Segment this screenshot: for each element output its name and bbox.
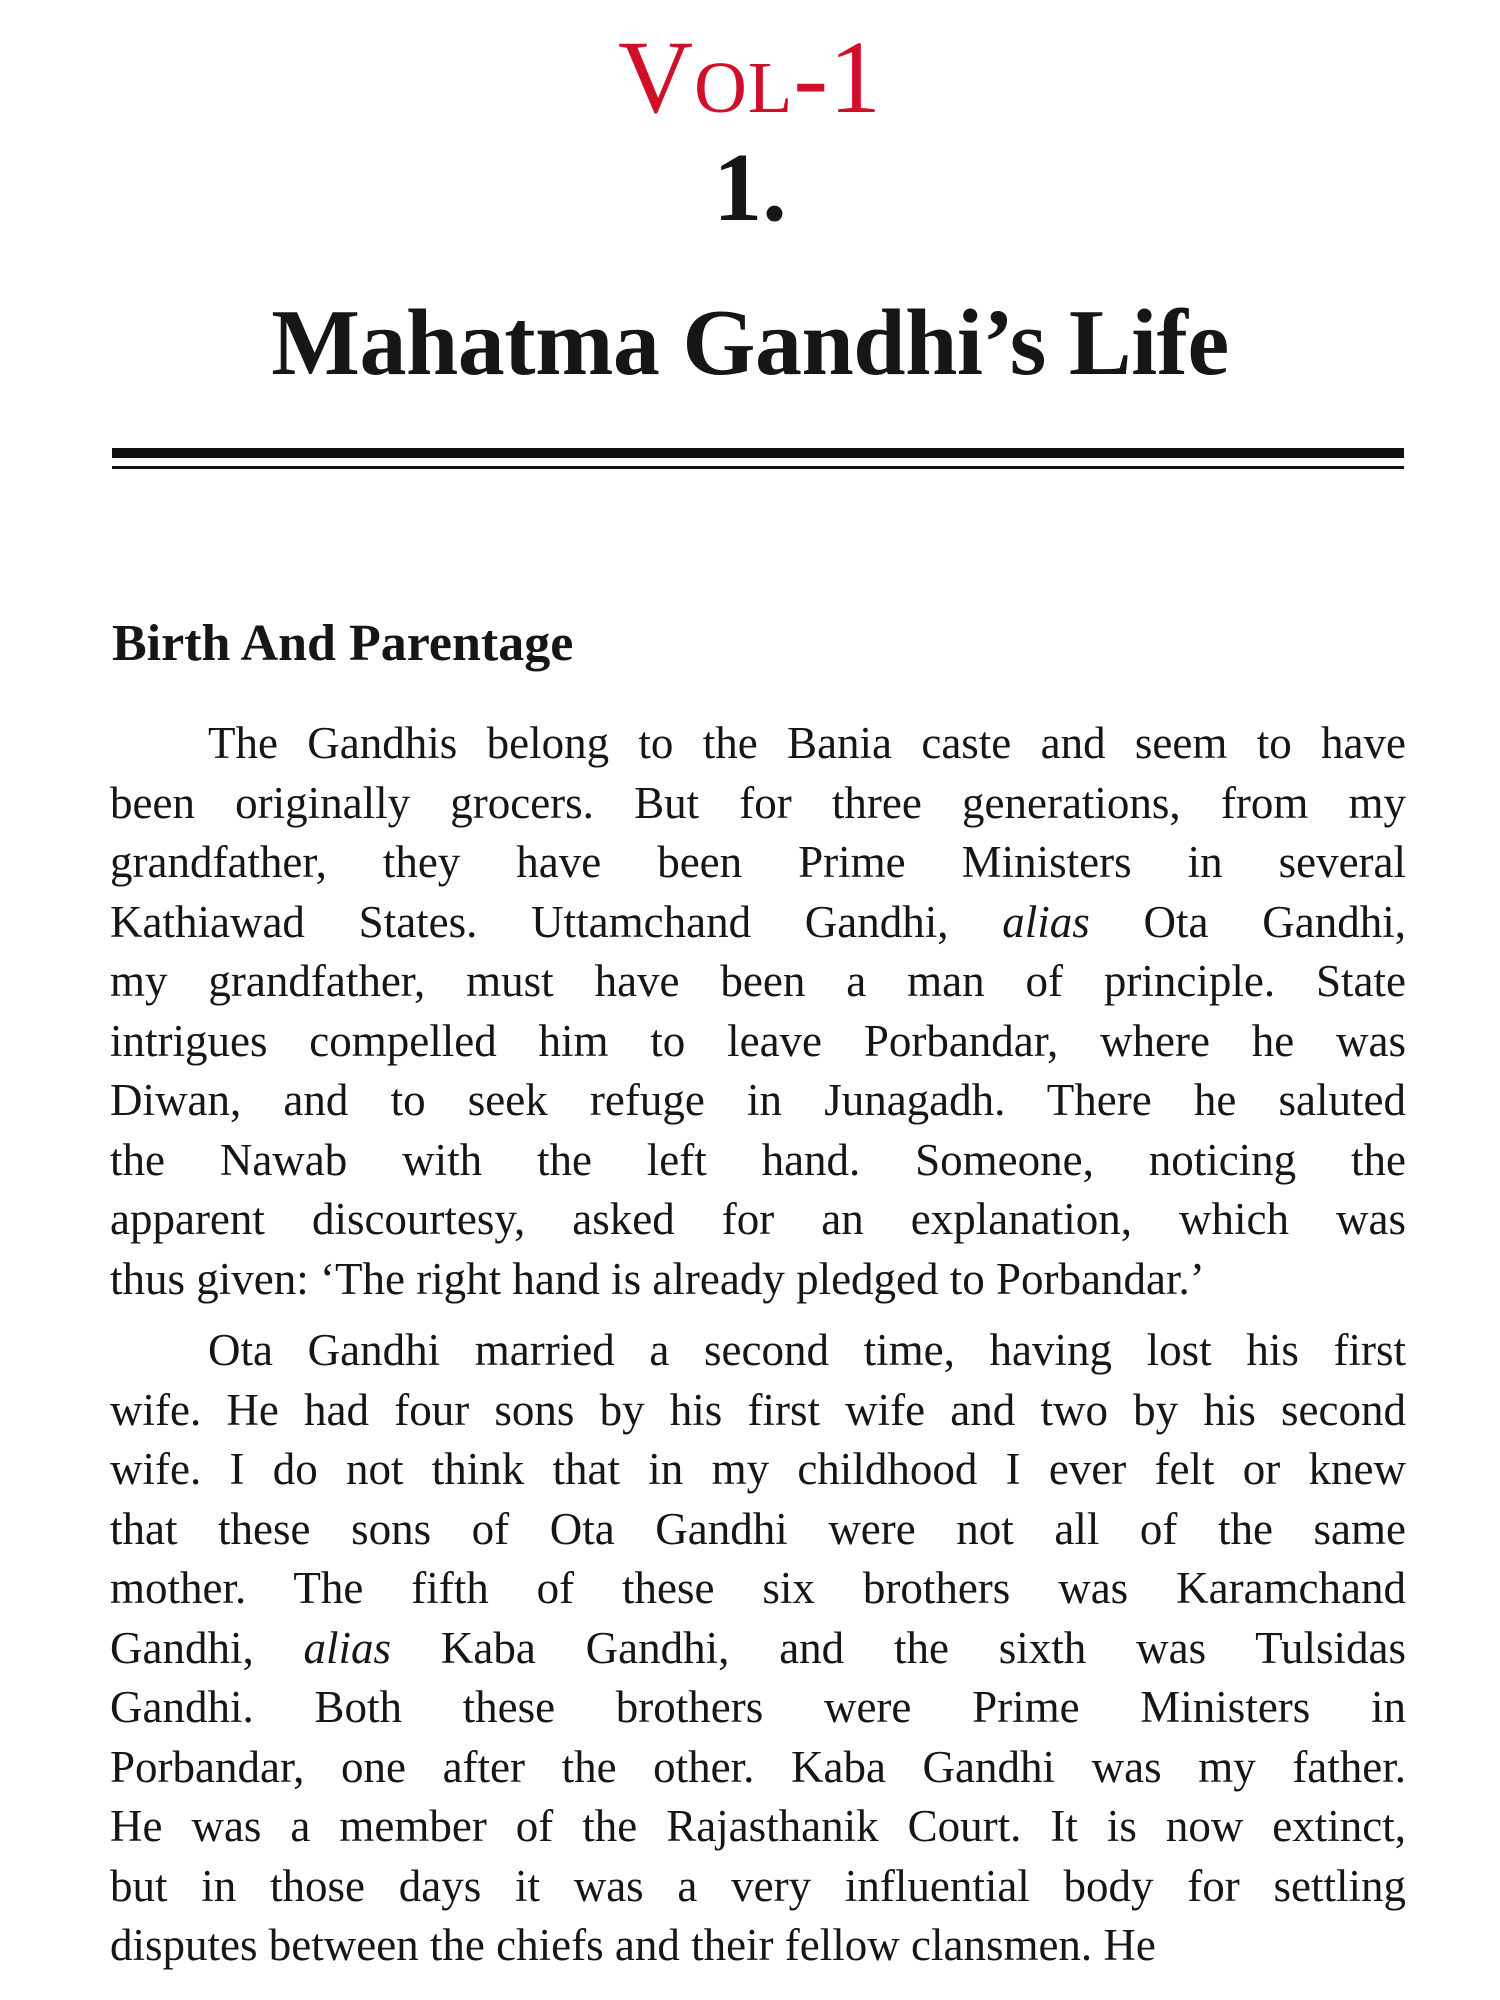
body-text	[110, 714, 1406, 1976]
text-line: Gandhi. Both these brothers were Prime Ministers in	[110, 1682, 1406, 1732]
text-line: grandfather, they have been Prime Ministers in several	[110, 837, 1406, 887]
italic-term: alias	[1002, 896, 1090, 947]
text-line: wife. I do not think that in my childhood I ever felt or knew	[110, 1444, 1406, 1494]
text-line: The Gandhis belong to the Bania caste and seem to have	[208, 718, 1406, 768]
text-line	[110, 1619, 1406, 1679]
text-segment: Gandhi,	[110, 1622, 304, 1673]
text-line: apparent discourtesy, asked for an explanation, which was	[110, 1194, 1406, 1244]
text-line: intrigues compelled him to leave Porbandar, where he was	[110, 1015, 1406, 1066]
text-line: disputes between the chiefs and their fellow clansmen. He	[110, 1920, 1156, 1970]
text-line: thus given: ‘The right hand is already pledged to Porbandar.’	[110, 1253, 1205, 1304]
paragraph	[110, 1321, 1406, 1976]
text-segment: Kaba Gandhi, and the sixth was Tulsidas	[391, 1622, 1406, 1673]
text-segment: Kathiawad States. Uttamchand Gandhi,	[110, 896, 1003, 947]
section-heading: Birth And Parentage	[112, 615, 574, 672]
text-line: been originally grocers. But for three generations, from my	[110, 777, 1406, 828]
chapter-title: Mahatma Gandhi’s Life	[271, 291, 1229, 395]
paragraph	[110, 714, 1406, 1309]
italic-term: alias	[303, 1622, 392, 1673]
text-line: but in those days it was a very influential body for settling	[110, 1860, 1406, 1911]
volume-label: Vol-1	[617, 20, 883, 135]
chapter-number: 1.	[713, 134, 787, 242]
text-segment: Ota Gandhi,	[1089, 896, 1406, 947]
text-line: that these sons of Ota Gandhi were not all of the same	[110, 1503, 1406, 1554]
text-line: Diwan, and to seek refuge in Junagadh. There he saluted	[110, 1075, 1406, 1125]
title-rule-thick	[112, 448, 1404, 458]
text-line: my grandfather, must have been a man of principle. State	[110, 956, 1406, 1006]
text-line: Ota Gandhi married a second time, having lost his first	[208, 1325, 1406, 1375]
text-line: He was a member of the Rajasthanik Court. It is now extinct,	[110, 1801, 1406, 1851]
text-line: mother. The fifth of these six brothers was Karamchand	[110, 1563, 1406, 1613]
text-line	[110, 893, 1406, 953]
text-line: the Nawab with the left hand. Someone, noticing the	[110, 1134, 1406, 1185]
title-rule-thin	[112, 466, 1404, 469]
text-line: Porbandar, one after the other. Kaba Gandhi was my father.	[110, 1741, 1406, 1792]
text-line: wife. He had four sons by his first wife and two by his second	[110, 1384, 1406, 1435]
